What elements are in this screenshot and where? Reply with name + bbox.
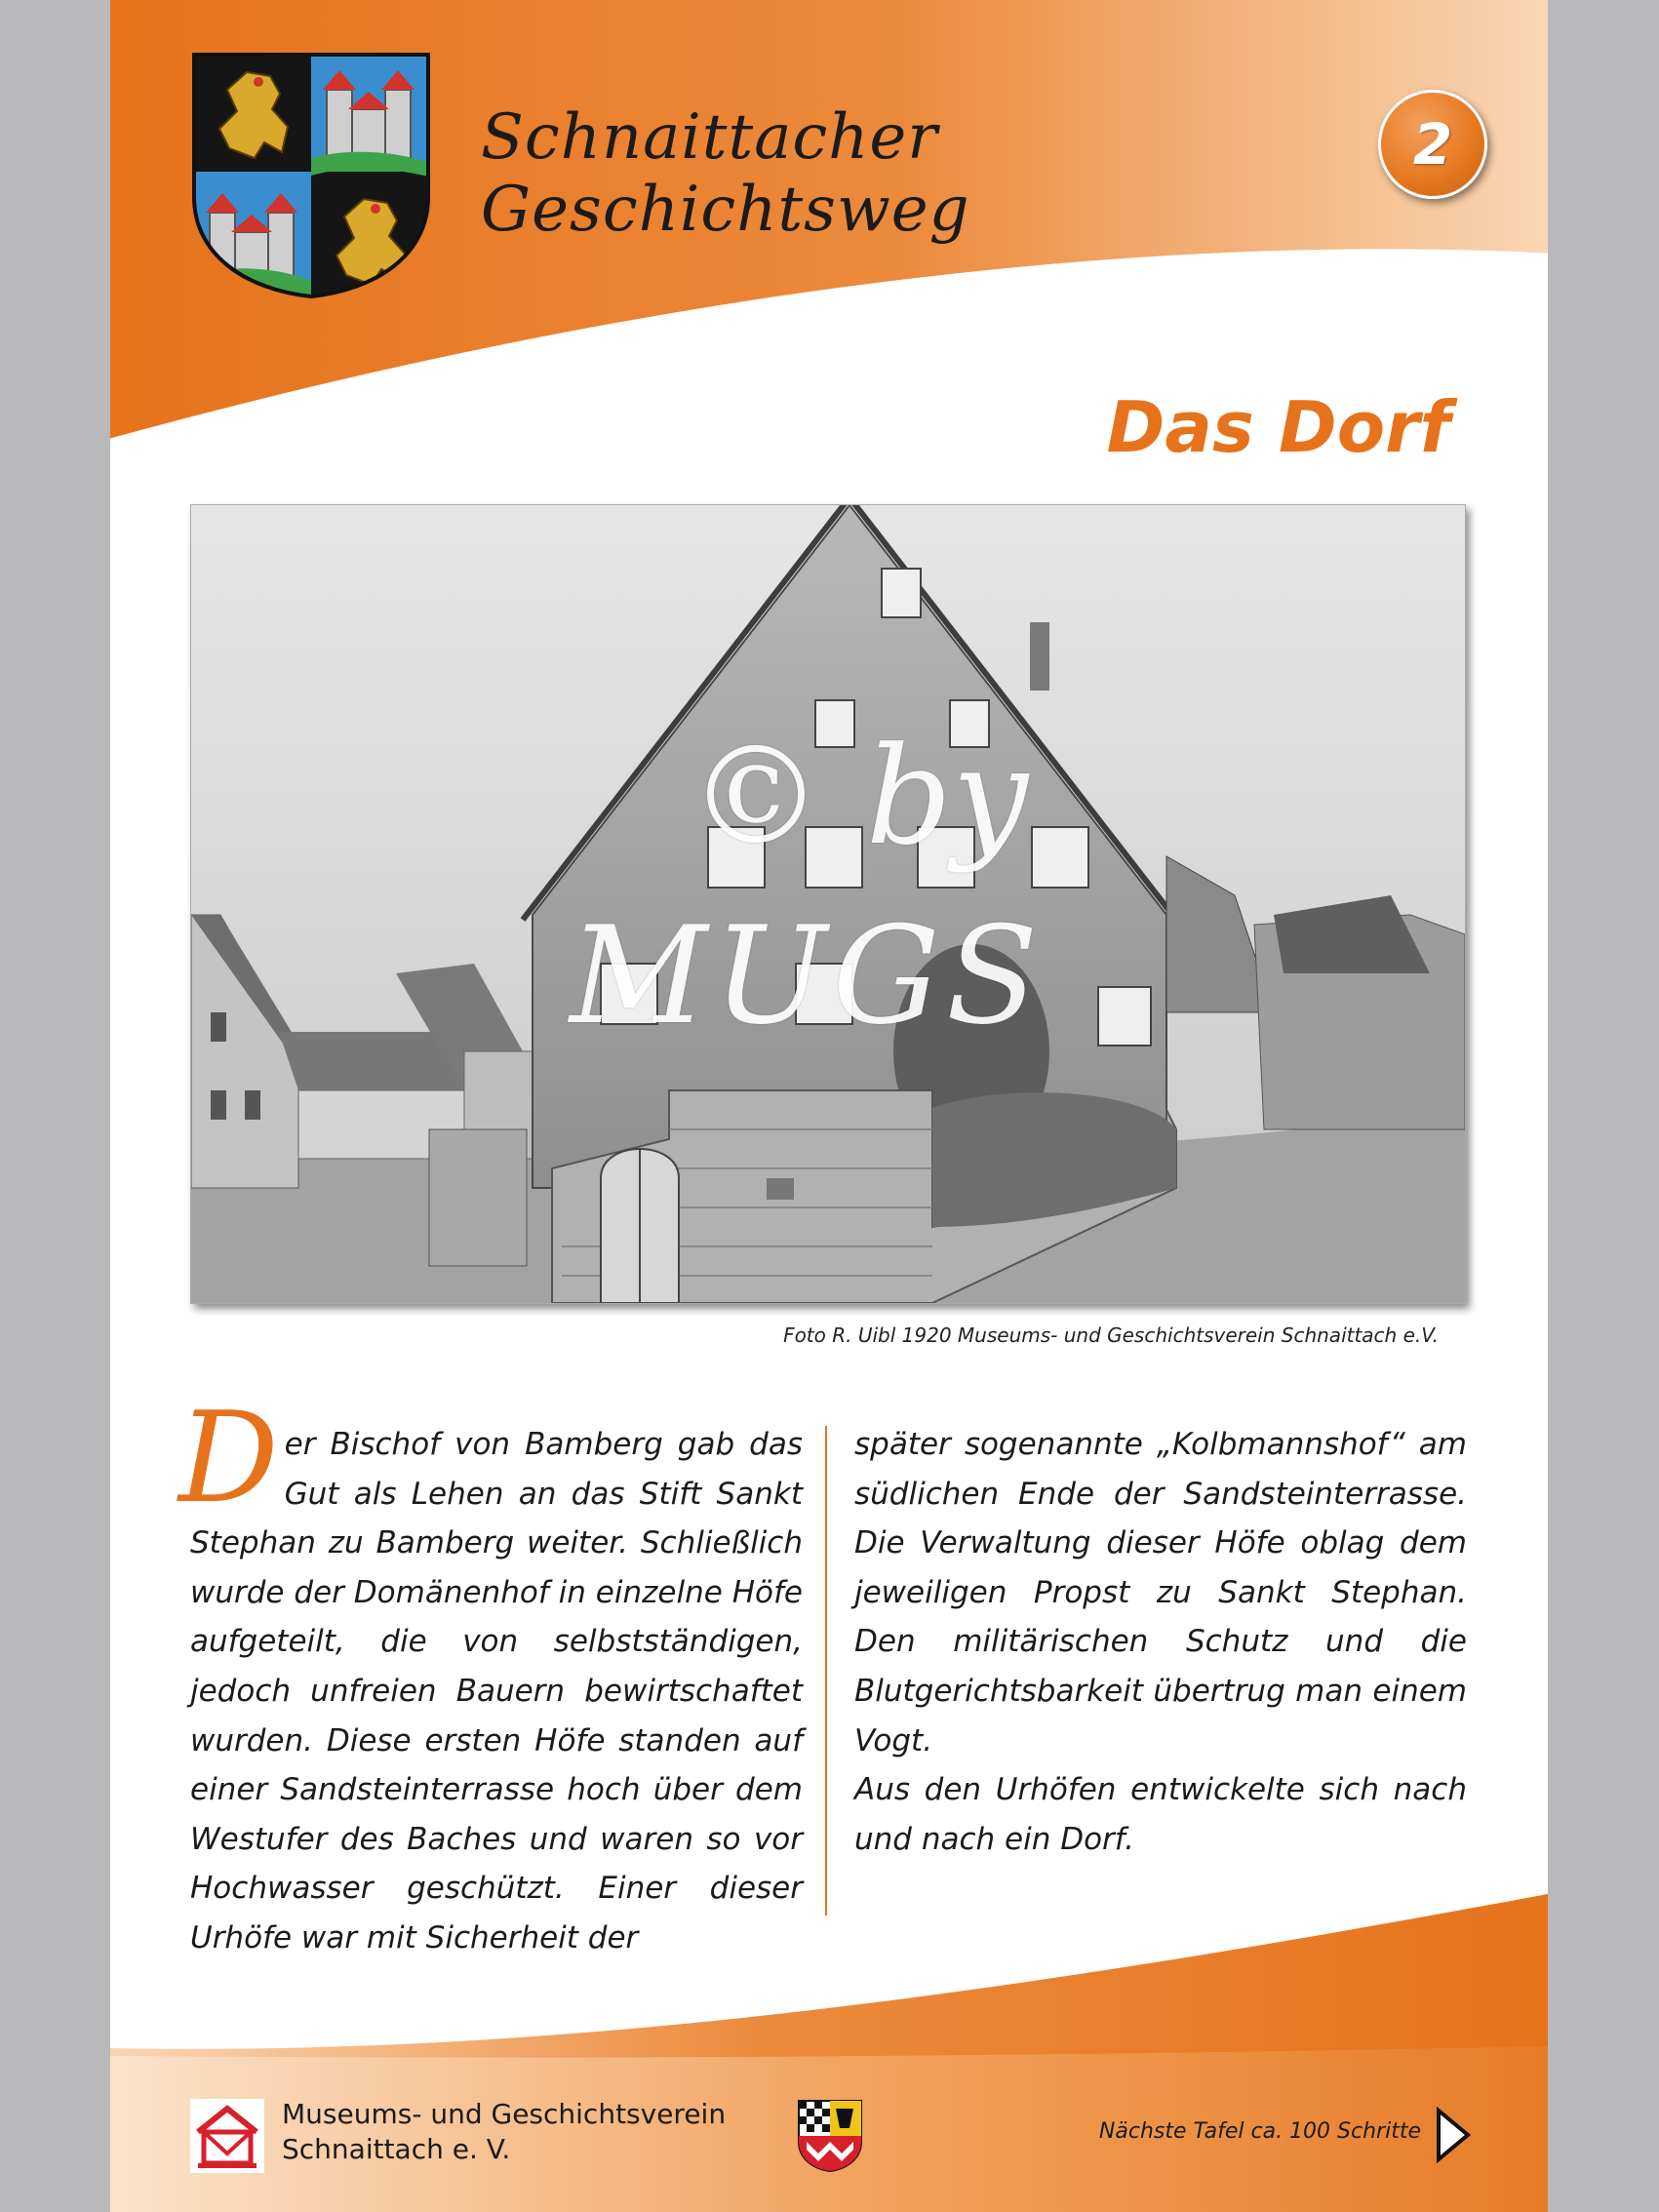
photo-watermark-line2: MUGS — [570, 897, 1045, 1054]
body-paragraph: er Bischof von Bamberg gab das Gut als Lehen an das Stift Sankt Stephan zu Bamberg weiter. Schließlich wurde der Domänenhof in einzelne Höfe aufgeteilt, die von selbstständigen, jedoch unfreien Bauern bewirtschaftet wurden. Diese ersten Höfe standen auf einer Sandsteinterrasse hoch über dem Westufer des Baches und waren so vor Hochwasser geschützt. Einer dieser Urhöfe war mit Sicherheit der — [190, 1427, 803, 1955]
organisation-name — [282, 2097, 726, 2167]
photo-watermark-line1: © by — [689, 718, 1029, 875]
info-panel — [110, 0, 1548, 2212]
museum-house-logo-icon — [190, 2099, 264, 2173]
column-divider — [825, 1426, 827, 1916]
body-paragraph: später sogenannte „Kolbmannshof“ am südlichen Ende der Sandsteinterrasse. Die Verwaltung dieser Höfe oblag dem jeweiligen Propst zu Sankt Stephan. Den militärischen Schutz und die Blutgerichtsbarkeit übertrug man einem Vogt. — [854, 1427, 1467, 1758]
body-column-left — [178, 1386, 803, 1963]
triangle-right-icon[interactable] — [1435, 2107, 1474, 2163]
panel-number-badge: 2 — [1378, 90, 1487, 199]
body-column-right — [854, 1420, 1467, 1864]
organisation-name-line2: Schnaittach e. V. — [282, 2133, 511, 2165]
panel-title: Das Dorf — [1106, 386, 1450, 468]
small-coat-of-arms-icon — [797, 2099, 863, 2173]
next-panel-hint[interactable]: Nächste Tafel ca. 100 Schritte — [1098, 2119, 1421, 2144]
coat-of-arms-icon — [190, 51, 432, 299]
drop-cap: D — [178, 1386, 279, 1531]
historical-photo — [190, 504, 1466, 1304]
body-paragraph: Aus den Urhöfen entwickelte sich nach und nach ein Dorf. — [854, 1772, 1467, 1857]
photo-credit: Foto R. Uibl 1920 Museums- und Geschichtsverein Schnaittach e.V. — [783, 1323, 1439, 1347]
organisation-name-line1: Museums- und Geschichtsverein — [282, 2098, 727, 2130]
series-title: Schnaittacher Geschichtsweg — [481, 101, 970, 246]
